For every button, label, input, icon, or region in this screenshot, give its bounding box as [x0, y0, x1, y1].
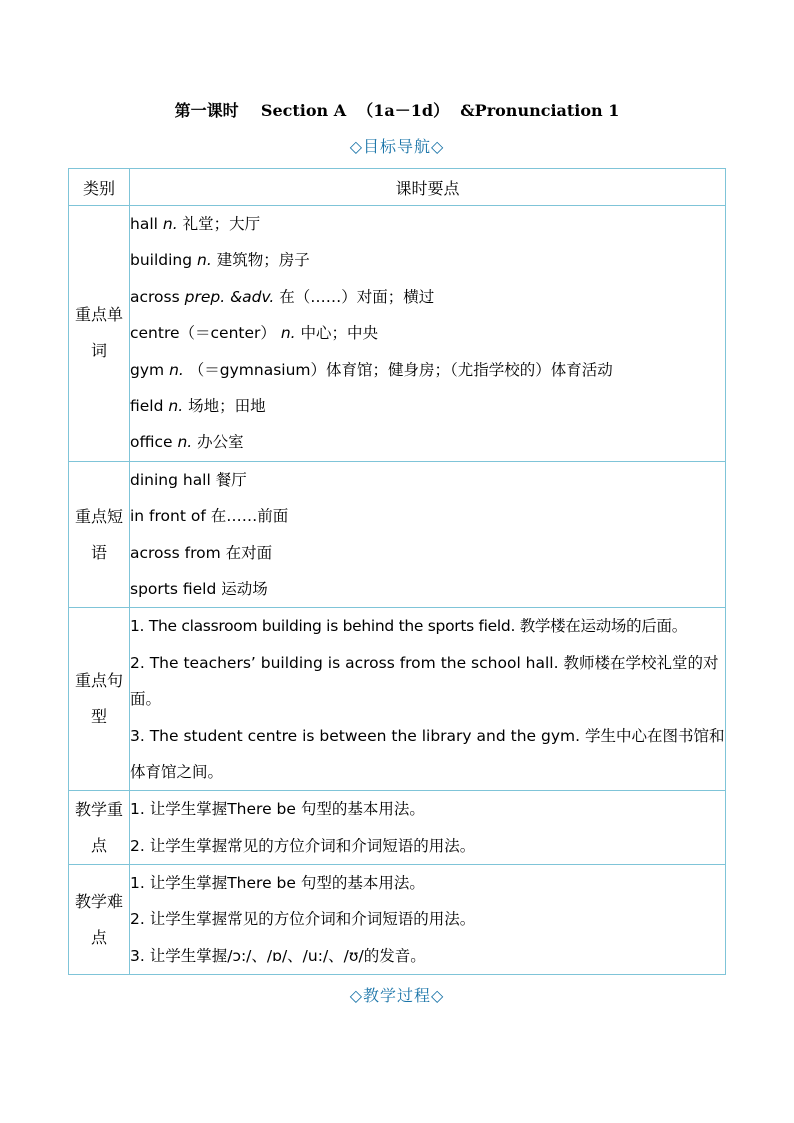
- category-cell: 重点单词: [69, 206, 130, 462]
- table-row: [69, 461, 726, 608]
- sentence-item: 1. The classroom building is behind the sports field. 教学楼在运动场的后面。: [130, 617, 687, 636]
- vocab-item: office n. 办公室: [130, 433, 244, 452]
- table-row: [69, 791, 726, 865]
- content-cell: [130, 791, 726, 865]
- column-header-points: 课时要点: [130, 169, 726, 206]
- content-cell: [130, 865, 726, 975]
- phrase-item: sports field 运动场: [130, 579, 268, 598]
- phrase-item: in front of 在……前面: [130, 507, 289, 526]
- difficulty-item: 2. 让学生掌握常见的方位介词和介词短语的用法。: [130, 910, 476, 929]
- phrase-item: across from 在对面: [130, 543, 273, 562]
- table-row: [69, 206, 726, 462]
- lesson-points-table: [68, 168, 726, 975]
- vocab-item: hall n. 礼堂；大厅: [130, 215, 261, 233]
- category-cell: 教学重点: [69, 791, 130, 865]
- focus-item: 2. 让学生掌握常见的方位介词和介词短语的用法。: [130, 836, 476, 855]
- difficulty-item: 1. 让学生掌握There be 句型的基本用法。: [130, 874, 425, 893]
- difficulty-item: 3. 让学生掌握/ɔ:/、/ɒ/、/u:/、/ʊ/的发音。: [130, 946, 426, 965]
- process-heading: ◇教学过程◇: [349, 986, 445, 1005]
- vocab-item: across prep. &adv. 在（……）对面；横过: [130, 287, 435, 306]
- category-cell: 重点短语: [69, 461, 130, 608]
- objectives-heading: ◇目标导航◇: [349, 137, 445, 156]
- category-cell: 重点句型: [69, 608, 130, 791]
- table-row: [69, 865, 726, 975]
- category-cell: 教学难点: [69, 865, 130, 975]
- vocab-item: field n. 场地；田地: [130, 396, 266, 415]
- content-cell: [130, 206, 726, 462]
- page-title: 第一课时 Section A （1a－1d） &Pronunciation 1: [174, 101, 620, 120]
- vocab-item: building n. 建筑物；房子: [130, 251, 310, 270]
- column-header-category: 类别: [69, 169, 130, 206]
- vocab-item: gym n. （＝gymnasium）体育馆；健身房；（尤指学校的）体育活动: [130, 360, 613, 379]
- sentence-item: 2. The teachers’ building is across from the school hall. 教师楼在学校礼堂的对面。: [130, 653, 719, 709]
- focus-item: 1. 让学生掌握There be 句型的基本用法。: [130, 800, 425, 819]
- vocab-item: centre（＝center） n. 中心；中央: [130, 324, 379, 343]
- phrase-item: dining hall 餐厅: [130, 470, 247, 489]
- sentence-item: 3. The student centre is between the library and the gym. 学生中心在图书馆和体育馆之间。: [130, 726, 725, 781]
- table-row: [69, 608, 726, 791]
- table-header-row: [69, 169, 726, 206]
- content-cell: [130, 461, 726, 608]
- content-cell: [130, 608, 726, 791]
